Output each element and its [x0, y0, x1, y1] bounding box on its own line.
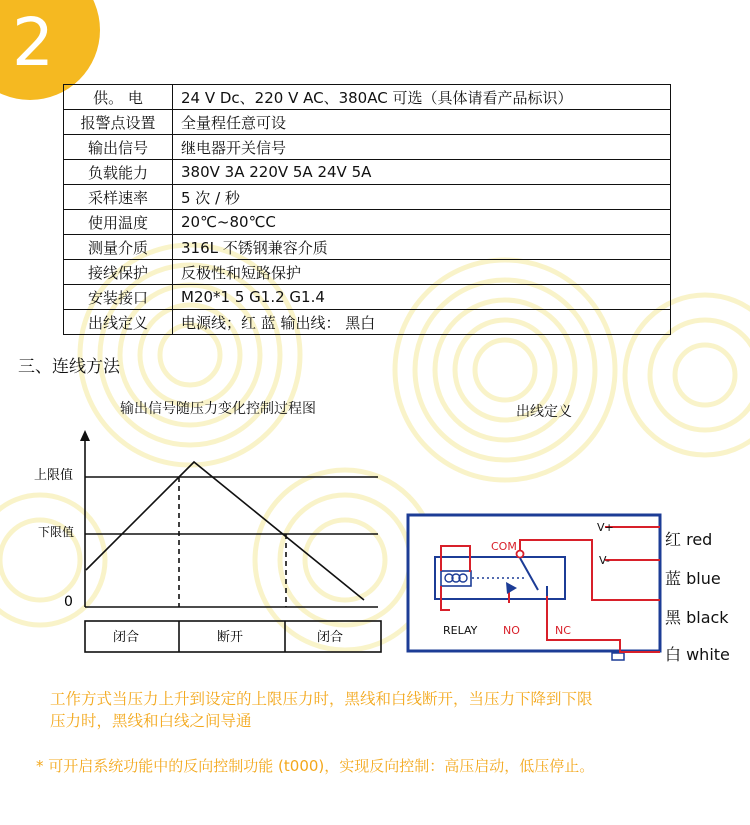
work-mode-line-1: 工作方式当压力上升到设定的上限压力时，黑线和白线断开，当压力下降到下限 [50, 690, 593, 708]
spec-value: 20℃~80℃C [173, 210, 671, 235]
vplus-label: V+ [597, 521, 614, 534]
wire-blue-label: 蓝 blue [665, 569, 721, 588]
spec-label: 输出信号 [64, 135, 173, 160]
nc-label: NC [555, 624, 571, 637]
no-label: NO [503, 624, 520, 637]
upper-limit-label: 上限值 [34, 468, 74, 483]
spec-label: 负载能力 [64, 160, 173, 185]
reverse-control-note: * 可开启系统功能中的反向控制功能 (t000)，实现反向控制：高压启动，低压停止。 [36, 757, 595, 775]
state-closed-1: 闭合 [112, 630, 140, 645]
spec-value: M20*1 5 G1.2 G1.4 [173, 285, 671, 310]
state-closed-2: 闭合 [316, 630, 344, 645]
spec-value: 全量程任意可设 [173, 110, 671, 135]
lower-limit-label: 下限值 [38, 525, 75, 539]
spec-value: 380V 3A 220V 5A 24V 5A [173, 160, 671, 185]
spec-label: 采样速率 [64, 185, 173, 210]
work-mode-line-2: 压力时，黑线和白线之间导通 [50, 712, 252, 730]
state-open: 断开 [216, 630, 244, 645]
spec-label: 测量介质 [64, 235, 173, 260]
spec-label: 接线保护 [64, 260, 173, 285]
section-heading: 三、连线方法 [18, 357, 120, 377]
wire-red-label: 红 red [665, 530, 713, 549]
spec-label: 安装接口 [64, 285, 173, 310]
spec-label: 出线定义 [64, 310, 173, 335]
spec-value: 电源线；红 蓝 输出线： 黑白 [173, 310, 671, 335]
spec-value: 24 V Dc、220 V AC、380AC 可选（具体请看产品标识） [173, 85, 671, 110]
spec-value: 继电器开关信号 [173, 135, 671, 160]
relay-label: RELAY [443, 624, 478, 637]
wiring-caption: 出线定义 [516, 404, 572, 420]
process-chart-caption: 输出信号随压力变化控制过程图 [120, 401, 316, 417]
vminus-label: V- [599, 554, 610, 567]
spec-label: 使用温度 [64, 210, 173, 235]
spec-value: 5 次 / 秒 [173, 185, 671, 210]
wire-white-label: 白 white [665, 645, 730, 664]
section-number: 2 [12, 4, 54, 81]
wire-black-label: 黑 black [665, 608, 729, 627]
spec-value: 316L 不锈钢兼容介质 [173, 235, 671, 260]
spec-value: 反极性和短路保护 [173, 260, 671, 285]
zero-label: 0 [64, 594, 73, 610]
com-label: COM [491, 540, 517, 553]
spec-label: 供。 电 [64, 85, 173, 110]
work-mode-note [50, 688, 593, 732]
spec-label: 报警点设置 [64, 110, 173, 135]
